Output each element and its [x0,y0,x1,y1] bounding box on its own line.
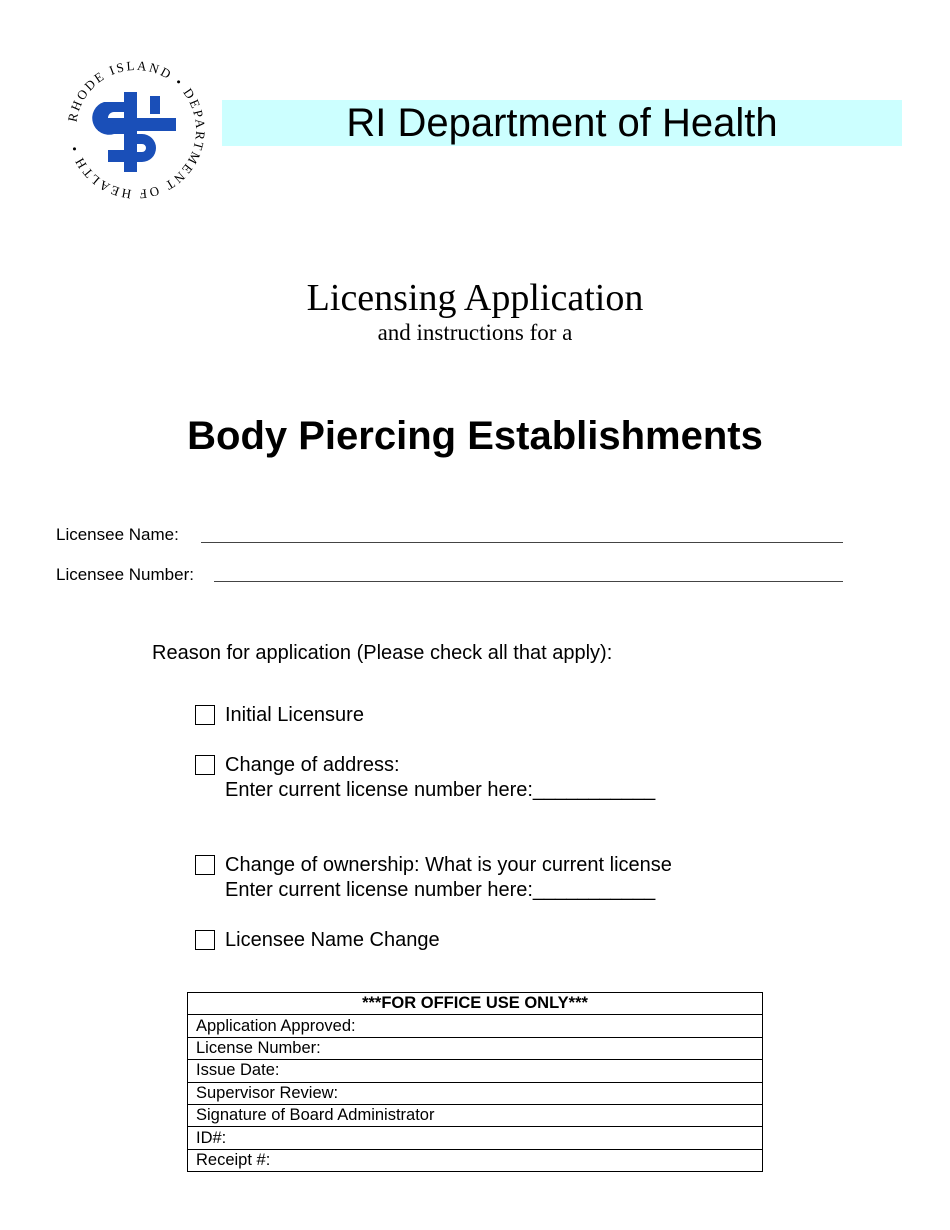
office-row-supervisor-review: Supervisor Review: [188,1082,763,1104]
licensee-name-field[interactable] [201,542,843,543]
checkbox-change-of-ownership[interactable] [195,855,215,875]
checkbox-change-of-address[interactable] [195,755,215,775]
licensee-number-field[interactable] [214,581,843,582]
document-title: Licensing Application [306,277,644,319]
office-row-application-approved: Application Approved: [188,1015,763,1037]
office-row-id: ID#: [188,1127,763,1149]
option-change-of-address-license-number[interactable]: Enter current license number here:___________ [225,779,656,801]
licensee-number-label: Licensee Number: [56,565,194,584]
checkbox-licensee-name-change[interactable] [195,930,215,950]
office-use-header: ***FOR OFFICE USE ONLY*** [188,993,763,1015]
option-licensee-name-change-label: Licensee Name Change [225,929,440,951]
table-row [188,1082,763,1104]
option-change-of-ownership-label: Change of ownership: What is your current license [225,854,672,876]
application-type-heading: Body Piercing Establishments [187,414,763,458]
option-change-of-address-label: Change of address: [225,754,400,776]
checkbox-initial-licensure[interactable] [195,705,215,725]
document-subtitle: and instructions for a [377,320,573,345]
option-change-of-ownership-license-number[interactable]: Enter current license number here:___________ [225,879,656,901]
office-row-issue-date: Issue Date: [188,1060,763,1082]
svg-text:RHODE ISLAND • DEPARTMENT OF H: RHODE ISLAND • DEPARTMENT OF HEALTH • [64,58,208,202]
reason-prompt: Reason for application (Please check all that apply): [152,642,613,664]
table-row [188,1037,763,1059]
table-row [188,1015,763,1037]
office-row-license-number: License Number: [188,1037,763,1059]
department-banner [222,100,902,146]
table-row [188,1149,763,1171]
table-row [188,1060,763,1082]
table-row [188,1127,763,1149]
table-row [188,1104,763,1126]
option-initial-licensure-label: Initial Licensure [225,704,364,726]
department-seal-logo [64,58,208,202]
office-row-receipt: Receipt #: [188,1149,763,1171]
office-use-header-row [188,993,763,1015]
licensee-name-label: Licensee Name: [56,525,179,544]
office-use-table [187,992,763,1172]
banner-title: RI Department of Health [346,101,778,145]
office-row-signature: Signature of Board Administrator [188,1104,763,1126]
